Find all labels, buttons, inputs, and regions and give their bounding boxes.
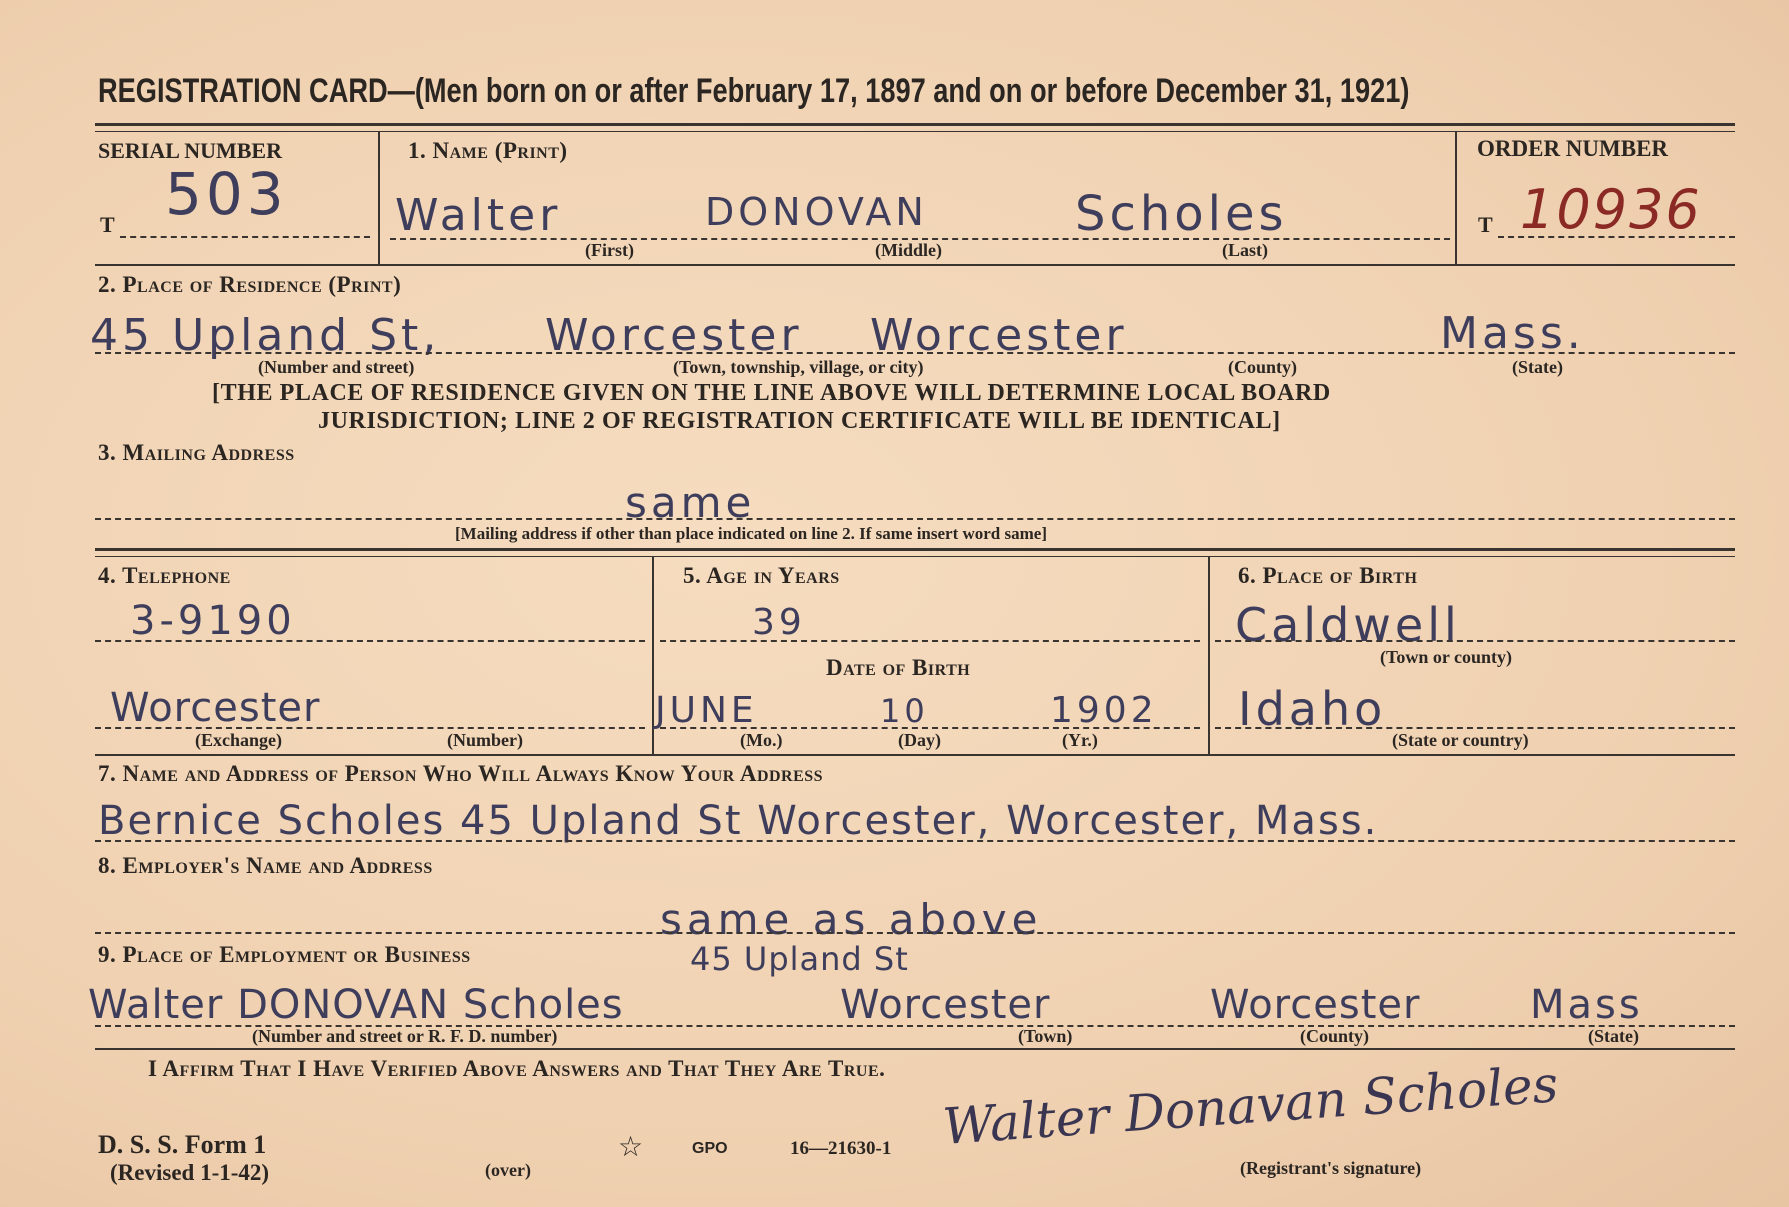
residence-town: Worcester	[545, 310, 803, 361]
row3-rule	[95, 548, 1735, 551]
title-rule-thin	[95, 131, 1735, 132]
employment-town: Worcester	[840, 982, 1051, 1028]
residence-state: Mass.	[1440, 308, 1585, 359]
telephone-label: 4. Telephone	[98, 563, 231, 588]
order-value: 10936	[1520, 178, 1702, 241]
age-label: 5. Age in Years	[683, 563, 840, 588]
birthplace-state-line	[1215, 727, 1735, 729]
exchange-caption: (Exchange)	[195, 730, 282, 750]
mailing-label: 3. Mailing Address	[98, 440, 295, 465]
residence-label: 2. Place of Residence (Print)	[98, 272, 402, 297]
telephone-number: 3-9190	[130, 598, 296, 644]
title-rule	[95, 123, 1735, 126]
exchange-line	[95, 727, 645, 729]
signature-caption: (Registrant's signature)	[1240, 1158, 1422, 1178]
card-title: REGISTRATION CARD—(Men born on or after February 17, 1897 and on or before December 31, 1921)	[98, 72, 1410, 110]
name-last: Scholes	[1075, 186, 1288, 242]
col-divider-1	[652, 556, 654, 754]
order-prefix: T	[1478, 212, 1493, 237]
telephone-exchange: Worcester	[110, 685, 321, 731]
residence-street: 45 Upland St,	[90, 310, 441, 361]
serial-prefix: T	[100, 212, 115, 237]
birthplace-town-caption: (Town or county)	[1380, 647, 1513, 667]
registrant-signature: Walter Donavan Scholes	[940, 1055, 1560, 1156]
form-revised: (Revised 1-1-42)	[110, 1160, 270, 1185]
name-first-caption: (First)	[585, 240, 634, 260]
residence-county-caption: (County)	[1228, 357, 1298, 377]
row9-rule	[95, 1048, 1735, 1050]
dob-year: 1902	[1050, 690, 1158, 731]
serial-value: 503	[165, 160, 288, 228]
serial-divider	[378, 131, 380, 264]
residence-county: Worcester	[870, 310, 1128, 361]
row4-rule	[95, 754, 1735, 756]
employment-town-caption: (Town)	[1018, 1026, 1073, 1046]
birthplace-state: Idaho	[1238, 682, 1387, 736]
residence-street-caption: (Number and street)	[258, 357, 415, 377]
contact-value: Bernice Scholes 45 Upland St Worcester, Worcester, Mass.	[98, 798, 1379, 844]
dob-year-caption: (Yr.)	[1062, 730, 1098, 750]
col-divider-2	[1208, 556, 1210, 754]
employment-state: Mass	[1530, 982, 1643, 1028]
residence-town-caption: (Town, township, village, or city)	[673, 357, 924, 377]
mailing-caption: [Mailing address if other than place indicated on line 2. If same insert word same]	[455, 524, 1047, 543]
dob-day: 10	[880, 692, 929, 730]
telephone-line	[95, 640, 645, 642]
residence-line	[95, 352, 1735, 354]
employment-county: Worcester	[1210, 982, 1421, 1028]
dob-label: Date of Birth	[826, 655, 971, 680]
birthplace-town: Caldwell	[1235, 598, 1461, 652]
birthplace-town-line	[1215, 640, 1735, 642]
name-label: 1. Name (Print)	[408, 138, 568, 163]
name-middle-caption: (Middle)	[875, 240, 942, 260]
employment-county-caption: (County)	[1300, 1026, 1370, 1046]
serial-line	[120, 236, 370, 238]
row3-rule-thin	[95, 556, 1735, 557]
dob-day-caption: (Day)	[898, 730, 941, 750]
order-label: ORDER NUMBER	[1477, 136, 1669, 161]
employment-name: Walter DONOVAN Scholes	[88, 982, 624, 1028]
over-text: (over)	[485, 1160, 531, 1180]
employer-value: same as above	[660, 895, 1043, 944]
name-middle: DONOVAN	[705, 190, 928, 234]
serial-label: SERIAL NUMBER	[98, 138, 282, 163]
dob-month-caption: (Mo.)	[740, 730, 783, 750]
star-icon: ☆	[618, 1130, 644, 1163]
mailing-line	[95, 518, 1735, 520]
contact-label: 7. Name and Address of Person Who Will Always Know Your Address	[98, 761, 824, 786]
dob-month: JUNE	[655, 690, 758, 731]
order-line	[1498, 236, 1735, 238]
contact-line	[95, 840, 1735, 842]
birthplace-state-caption: (State or country)	[1392, 730, 1529, 750]
row1-rule	[95, 264, 1735, 266]
age-value: 39	[752, 602, 806, 643]
employment-state-caption: (State)	[1588, 1026, 1639, 1046]
birthplace-label: 6. Place of Birth	[1238, 563, 1418, 588]
form-code: 16—21630-1	[790, 1138, 892, 1159]
residence-notice-line1: [THE PLACE OF RESIDENCE GIVEN ON THE LINE ABOVE WILL DETERMINE LOCAL BOARD	[212, 380, 1331, 406]
employment-insert: 45 Upland St	[690, 940, 909, 978]
employer-line	[95, 932, 1735, 934]
number-caption: (Number)	[447, 730, 523, 750]
gpo-text: GPO	[692, 1140, 728, 1157]
mailing-value: same	[625, 478, 756, 527]
name-first: Walter	[395, 190, 562, 241]
age-line	[660, 640, 1200, 642]
form-number: D. S. S. Form 1	[98, 1130, 267, 1159]
affirm-text: I Affirm That I Have Verified Above Answers and That They Are True.	[148, 1056, 886, 1081]
residence-state-caption: (State)	[1512, 357, 1563, 377]
order-divider	[1455, 131, 1457, 264]
residence-notice-line2: JURISDICTION; LINE 2 OF REGISTRATION CERTIFICATE WILL BE IDENTICAL]	[318, 408, 1281, 434]
employer-label: 8. Employer's Name and Address	[98, 853, 433, 878]
dob-line	[660, 727, 1200, 729]
employment-street-caption: (Number and street or R. F. D. number)	[252, 1026, 558, 1046]
employment-label: 9. Place of Employment or Business	[98, 942, 471, 967]
name-last-caption: (Last)	[1222, 240, 1268, 260]
